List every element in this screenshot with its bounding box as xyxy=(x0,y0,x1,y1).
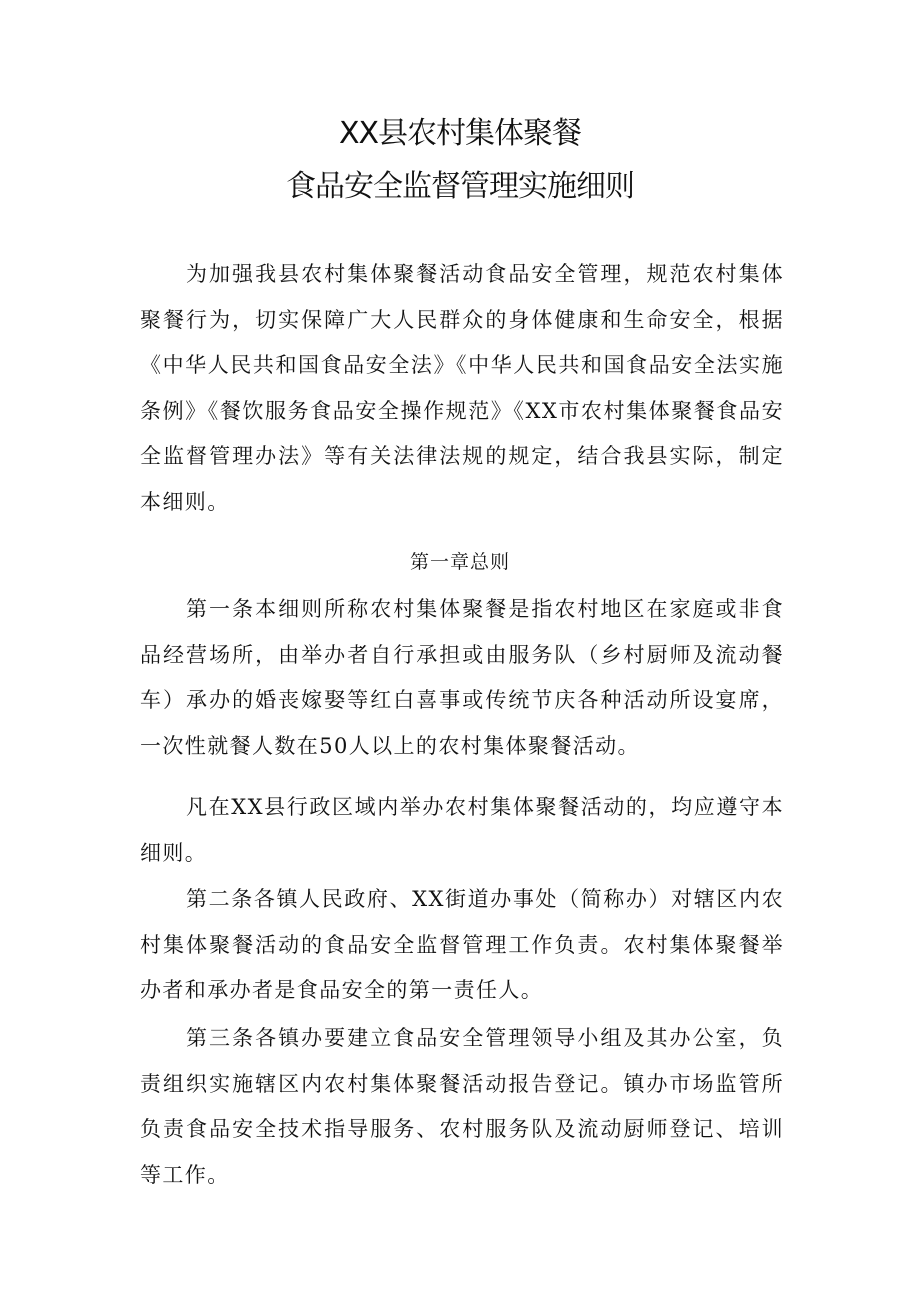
intro-paragraph: 为加强我县农村集体聚餐活动食品安全管理，规范农村集体聚餐行为，切实保障广大人民群众的身体健康和生命安全，根据《中华人民共和国食品安全法》《中华人民共和国食品安全法实施条例》《餐饮服务食品安全操作规范》《XX市农村集体聚餐食品安全监督管理办法》等有关法律法规的规定，结合我县实际，制定本细则。 xyxy=(140,262,784,514)
article-1-paragraph: 第一条本细则所称农村集体聚餐是指农村地区在家庭或非食品经营场所，由举办者自行承担或由服务队（乡村厨师及流动餐车）承办的婚丧嫁娶等红白喜事或传统节庆各种活动所设宴席，一次性就餐人数在50人以上的农村集体聚餐活动。 xyxy=(140,597,784,758)
document-title-line-2: 食品安全监督管理实施细则 xyxy=(286,169,634,204)
article-2-paragraph: 第二条各镇人民政府、XX街道办事处（简称办）对辖区内农村集体聚餐活动的食品安全监督管理工作负责。农村集体聚餐举办者和承办者是食品安全的第一责任人。 xyxy=(140,887,784,1002)
article-3-paragraph: 第三条各镇办要建立食品安全管理领导小组及其办公室，负责组织实施辖区内农村集体聚餐活动报告登记。镇办市场监管所负责食品安全技术指导服务、农村服务队及流动厨师登记、培训等工作。 xyxy=(140,1026,784,1187)
article-1-scope-paragraph: 凡在XX县行政区域内举办农村集体聚餐活动的，均应遵守本细则。 xyxy=(140,795,784,865)
document-title-line-1: XX县农村集体聚餐 xyxy=(338,116,582,151)
chapter-heading: 第一章总则 xyxy=(409,551,510,573)
